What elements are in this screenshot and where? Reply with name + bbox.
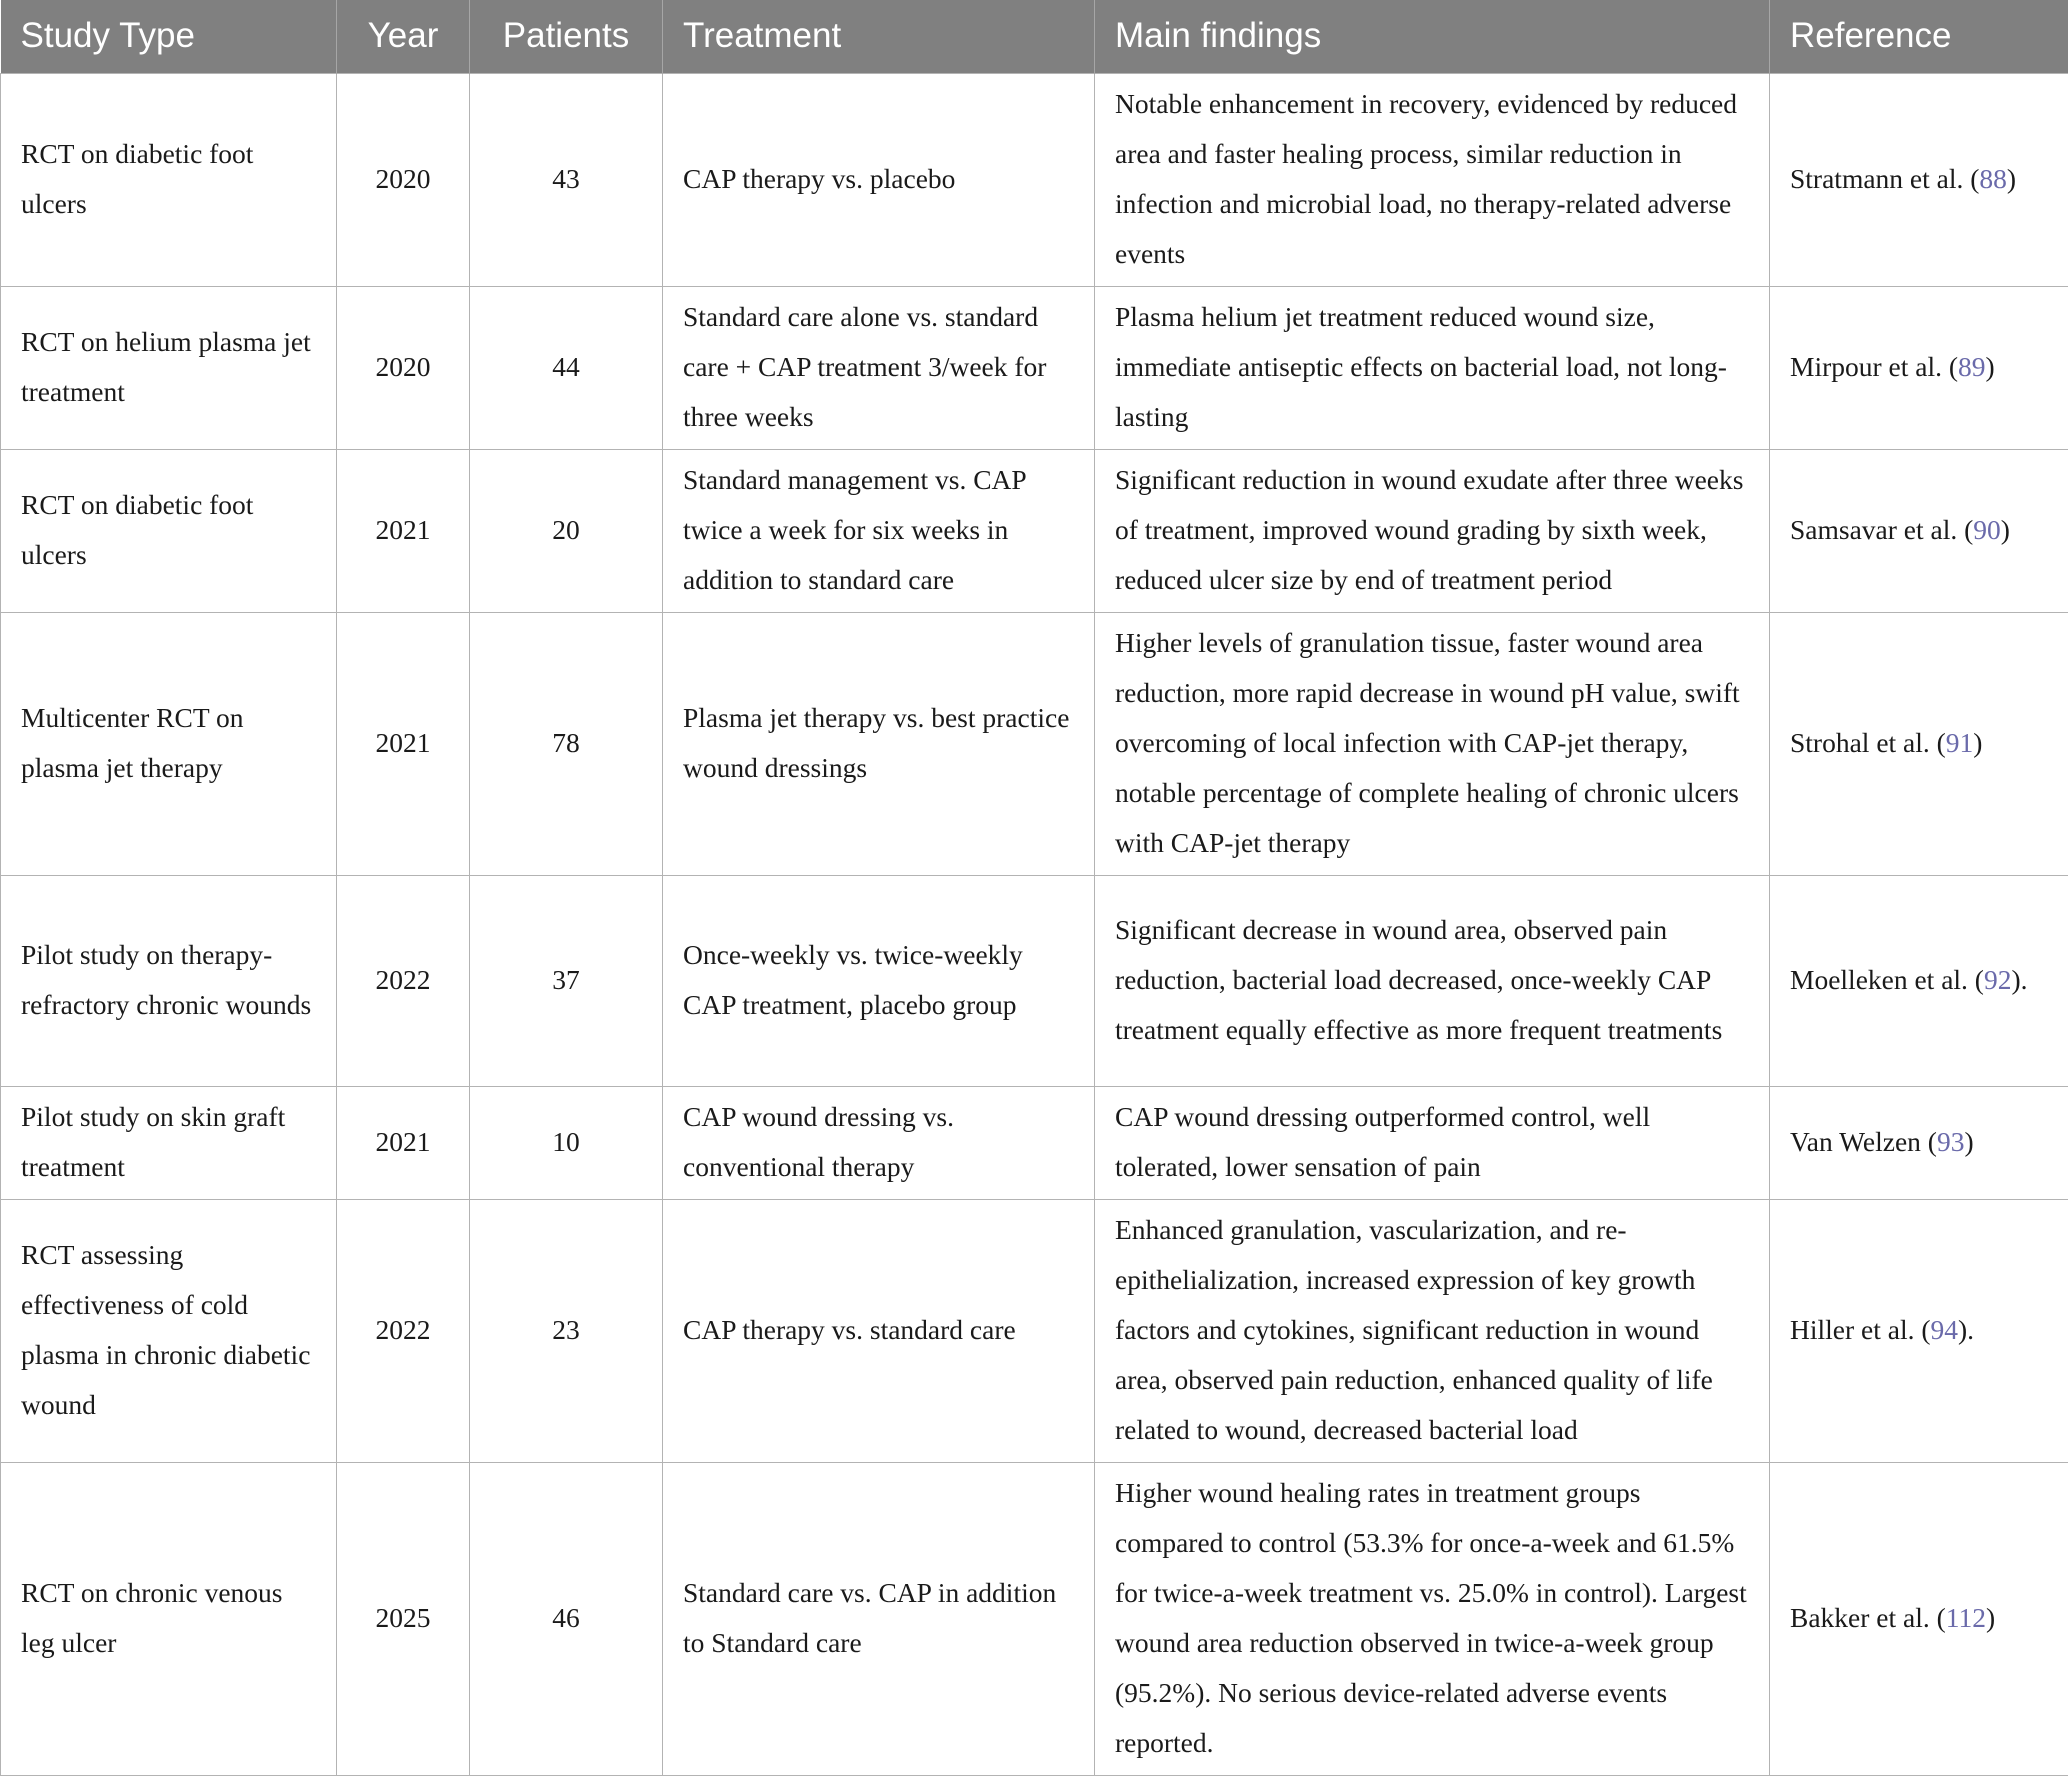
header-main-findings: Main findings [1095, 0, 1770, 73]
reference-suffix: ). [2011, 963, 2028, 995]
reference-cell [1770, 612, 2068, 875]
reference-cell [1770, 1462, 2068, 1775]
findings-cell: Significant decrease in wound area, observed pain reduction, bacterial load decreased, once-weekly CAP treatment equally effective as more frequent treatments [1095, 875, 1770, 1086]
findings-cell: Higher wound healing rates in treatment groups compared to control (53.3% for once-a-week and 61.5% for twice-a-week treatment vs. 25.0% in control). Largest wound area reduction observed in twice-a-week group (95.2%). No serious device-related adverse events reported. [1095, 1462, 1770, 1775]
reference-cell [1770, 73, 2068, 286]
year-cell: 2022 [337, 1199, 470, 1462]
treatment-cell: CAP therapy vs. placebo [663, 73, 1095, 286]
table-header-row [1, 0, 2068, 73]
reference-suffix: ). [1958, 1313, 1975, 1345]
reference-link[interactable]: 89 [1958, 350, 1986, 382]
reference-link[interactable]: 90 [1973, 513, 2001, 545]
treatment-cell: Standard care alone vs. standard care + CAP treatment 3/week for three weeks [663, 286, 1095, 449]
table-row [1, 73, 2068, 286]
reference-author: Samsavar et al. ( [1790, 513, 1974, 545]
reference-link[interactable]: 88 [1979, 162, 2007, 194]
patients-cell: 43 [470, 73, 663, 286]
reference-link[interactable]: 91 [1945, 726, 1974, 758]
year-cell: 2022 [337, 875, 470, 1086]
treatment-cell: Standard care vs. CAP in addition to Standard care [663, 1462, 1095, 1775]
reference-suffix: ) [1985, 350, 1995, 382]
treatment-cell: Standard management vs. CAP twice a week for six weeks in addition to standard care [663, 449, 1095, 612]
header-year: Year [337, 0, 470, 73]
reference-author: Moelleken et al. ( [1790, 963, 1984, 995]
table-row [1, 612, 2068, 875]
patients-cell: 23 [470, 1199, 663, 1462]
reference-suffix: ) [2006, 162, 2017, 194]
table-row [1, 286, 2068, 449]
reference-suffix: ) [1964, 1125, 1974, 1157]
reference-suffix: ) [2000, 513, 2010, 545]
treatment-cell: CAP wound dressing vs. conventional therapy [663, 1086, 1095, 1199]
header-patients: Patients [470, 0, 663, 73]
treatment-cell: CAP therapy vs. standard care [663, 1199, 1095, 1462]
reference-cell [1770, 1086, 2068, 1199]
reference-author: Stratmann et al. ( [1790, 162, 1980, 194]
reference-author: Strohal et al. ( [1790, 726, 1946, 758]
study-type-cell: RCT assessing effectiveness of cold plasma in chronic diabetic wound [1, 1199, 337, 1462]
study-type-cell: RCT on diabetic foot ulcers [1, 449, 337, 612]
study-type-cell: Multicenter RCT on plasma jet therapy [1, 612, 337, 875]
table-row [1, 1199, 2068, 1462]
table-row [1, 1462, 2068, 1775]
table-row [1, 1086, 2068, 1199]
findings-cell: CAP wound dressing outperformed control, well tolerated, lower sensation of pain [1095, 1086, 1770, 1199]
patients-cell: 46 [470, 1462, 663, 1775]
reference-suffix: ) [1973, 726, 1983, 758]
findings-cell: Plasma helium jet treatment reduced wound size, immediate antiseptic effects on bacterial load, not long-lasting [1095, 286, 1770, 449]
year-cell: 2021 [337, 612, 470, 875]
study-type-cell: Pilot study on therapy-refractory chronic wounds [1, 875, 337, 1086]
findings-cell: Higher levels of granulation tissue, faster wound area reduction, more rapid decrease in wound pH value, swift overcoming of local infection with CAP-jet therapy, notable percentage of complete healing of chronic ulcers with CAP-jet therapy [1095, 612, 1770, 875]
findings-cell: Notable enhancement in recovery, evidenced by reduced area and faster healing process, similar reduction in infection and microbial load, no therapy-related adverse events [1095, 73, 1770, 286]
reference-author: Mirpour et al. ( [1790, 350, 1959, 382]
reference-cell [1770, 875, 2068, 1086]
year-cell: 2020 [337, 73, 470, 286]
reference-link[interactable]: 93 [1936, 1125, 1965, 1157]
study-type-cell: Pilot study on skin graft treatment [1, 1086, 337, 1199]
reference-link[interactable]: 112 [1945, 1601, 1986, 1633]
study-type-cell: RCT on chronic venous leg ulcer [1, 1462, 337, 1775]
patients-cell: 44 [470, 286, 663, 449]
findings-cell: Significant reduction in wound exudate after three weeks of treatment, improved wound grading by sixth week, reduced ulcer size by end of treatment period [1095, 449, 1770, 612]
patients-cell: 78 [470, 612, 663, 875]
study-type-cell: RCT on diabetic foot ulcers [1, 73, 337, 286]
patients-cell: 20 [470, 449, 663, 612]
reference-cell [1770, 286, 2068, 449]
header-treatment: Treatment [663, 0, 1095, 73]
year-cell: 2021 [337, 449, 470, 612]
reference-author: Hiller et al. ( [1790, 1313, 1931, 1345]
year-cell: 2021 [337, 1086, 470, 1199]
table-row [1, 449, 2068, 612]
reference-author: Bakker et al. ( [1790, 1601, 1946, 1633]
findings-cell: Enhanced granulation, vascularization, and re-epithelialization, increased expression of key growth factors and cytokines, significant reduction in wound area, observed pain reduction, enhanced quality of life related to wound, decreased bacterial load [1095, 1199, 1770, 1462]
year-cell: 2025 [337, 1462, 470, 1775]
treatment-cell: Once-weekly vs. twice-weekly CAP treatment, placebo group [663, 875, 1095, 1086]
patients-cell: 37 [470, 875, 663, 1086]
reference-cell [1770, 449, 2068, 612]
reference-cell [1770, 1199, 2068, 1462]
treatment-cell: Plasma jet therapy vs. best practice wound dressings [663, 612, 1095, 875]
reference-author: Van Welzen ( [1790, 1125, 1937, 1157]
reference-link[interactable]: 92 [1983, 963, 2012, 995]
header-reference: Reference [1770, 0, 2068, 73]
patients-cell: 10 [470, 1086, 663, 1199]
reference-suffix: ) [1986, 1601, 1996, 1633]
table-row [1, 875, 2068, 1086]
reference-link[interactable]: 94 [1930, 1313, 1958, 1345]
header-study-type: Study Type [1, 0, 337, 73]
year-cell: 2020 [337, 286, 470, 449]
study-type-cell: RCT on helium plasma jet treatment [1, 286, 337, 449]
